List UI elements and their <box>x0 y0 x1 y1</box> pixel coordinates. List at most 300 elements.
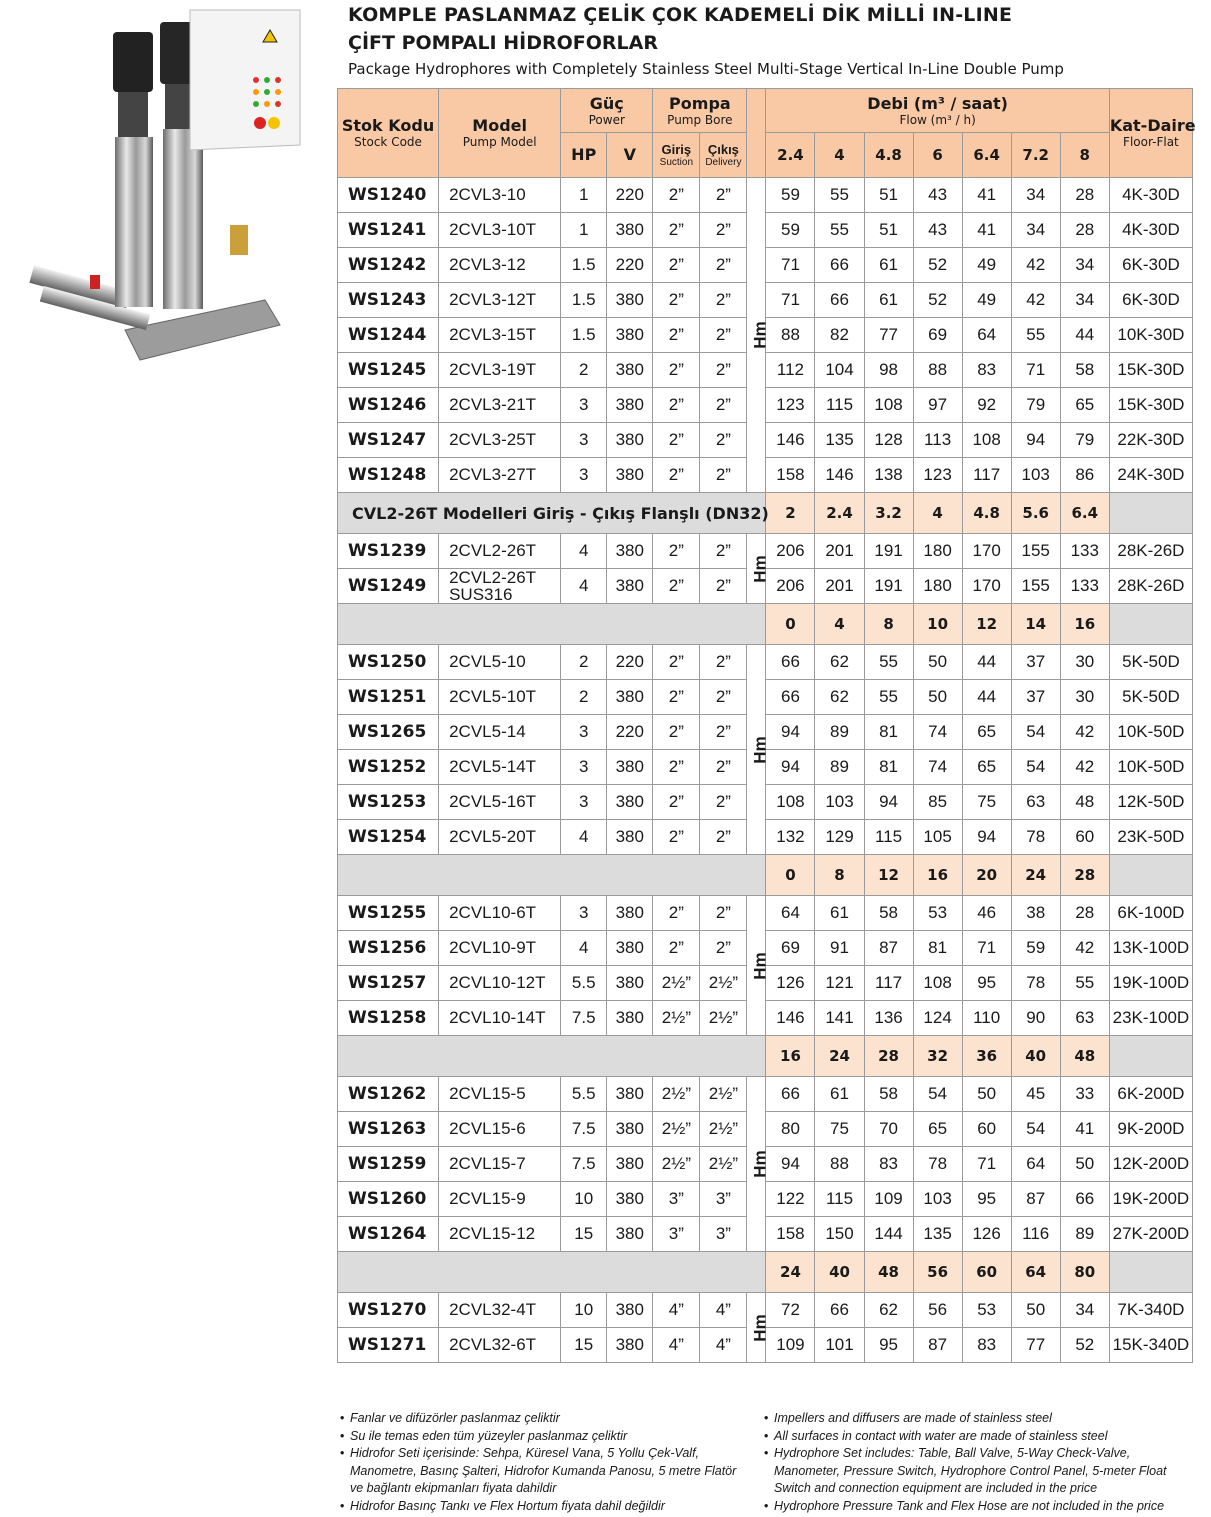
head-value: 65 <box>962 715 1011 750</box>
head-value: 170 <box>962 534 1011 569</box>
head-value: 138 <box>864 458 913 493</box>
head-value: 123 <box>766 388 815 423</box>
head-value: 75 <box>962 785 1011 820</box>
power-voltage: 380 <box>607 1112 653 1147</box>
suction-size: 2½” <box>653 1077 700 1112</box>
floor-flat: 9K-200D <box>1109 1112 1192 1147</box>
pump-model: 2CVL5-14T <box>439 750 561 785</box>
flow-separator-row <box>338 604 1193 645</box>
pump-model <box>439 569 561 604</box>
power-voltage: 380 <box>607 820 653 855</box>
head-value: 77 <box>864 318 913 353</box>
head-value: 117 <box>962 458 1011 493</box>
stock-code: WS1246 <box>338 388 439 423</box>
floor-flat: 6K-200D <box>1109 1077 1192 1112</box>
note-item: • Su ile temas eden tüm yüzeyler paslanmaz çeliktir <box>340 1428 740 1446</box>
pump-model: 2CVL15-9 <box>439 1182 561 1217</box>
power-voltage: 380 <box>607 896 653 931</box>
pump-model: 2CVL3-15T <box>439 318 561 353</box>
power-voltage: 220 <box>607 178 653 213</box>
stock-code: WS1239 <box>338 534 439 569</box>
head-value: 46 <box>962 896 1011 931</box>
suction-size: 2” <box>653 715 700 750</box>
head-value: 77 <box>1011 1328 1060 1363</box>
head-value: 45 <box>1011 1077 1060 1112</box>
suction-size: 2” <box>653 820 700 855</box>
head-value: 87 <box>864 931 913 966</box>
pump-model-line1: 2CVL2-26T <box>449 568 537 587</box>
floor-flat: 22K-30D <box>1109 423 1192 458</box>
head-value: 61 <box>864 283 913 318</box>
head-value: 79 <box>1011 388 1060 423</box>
separator-flow-value: 0 <box>766 604 815 645</box>
table-row <box>338 896 1193 931</box>
head-value: 44 <box>1060 318 1109 353</box>
floor-flat: 19K-200D <box>1109 1182 1192 1217</box>
head-value: 58 <box>1060 353 1109 388</box>
delivery-size: 2½” <box>700 1112 747 1147</box>
head-value: 132 <box>766 820 815 855</box>
separator-flow-value: 16 <box>1060 604 1109 645</box>
floor-flat: 27K-200D <box>1109 1217 1192 1252</box>
suction-size: 2” <box>653 645 700 680</box>
head-value: 28 <box>1060 896 1109 931</box>
table-row <box>338 1001 1193 1036</box>
head-value: 28 <box>1060 178 1109 213</box>
pump-model: 2CVL10-12T <box>439 966 561 1001</box>
separator-flow-value: 24 <box>766 1252 815 1293</box>
separator-flow-value: 36 <box>962 1036 1011 1077</box>
head-value: 55 <box>1060 966 1109 1001</box>
head-value: 121 <box>815 966 864 1001</box>
head-value: 180 <box>913 534 962 569</box>
suction-size: 2” <box>653 283 700 318</box>
table-row <box>338 213 1193 248</box>
power-hp: 4 <box>561 820 607 855</box>
stock-code: WS1250 <box>338 645 439 680</box>
delivery-size: 2” <box>700 248 747 283</box>
power-voltage: 380 <box>607 931 653 966</box>
power-hp: 7.5 <box>561 1147 607 1182</box>
separator-flow-value: 24 <box>815 1036 864 1077</box>
stock-code: WS1271 <box>338 1328 439 1363</box>
spec-table <box>337 88 1196 1363</box>
head-value: 191 <box>864 569 913 604</box>
note-item: • Hydrophore Pressure Tank and Flex Hose are not included in the price <box>764 1498 1194 1516</box>
head-unit-label <box>747 645 771 855</box>
head-value: 83 <box>962 1328 1011 1363</box>
floor-flat: 5K-50D <box>1109 680 1192 715</box>
separator-flow-value: 12 <box>864 855 913 896</box>
head-value: 63 <box>1060 1001 1109 1036</box>
separator-flow-value: 2.4 <box>815 493 864 534</box>
head-value: 116 <box>1011 1217 1060 1252</box>
head-value: 95 <box>962 966 1011 1001</box>
suction-size: 2” <box>653 680 700 715</box>
pump-model: 2CVL3-10T <box>439 213 561 248</box>
head-value: 108 <box>962 423 1011 458</box>
suction-size: 3” <box>653 1182 700 1217</box>
note-item: • Impellers and diffusers are made of stainless steel <box>764 1410 1194 1428</box>
header-pump-bore: Pompa Pump Bore <box>653 89 747 133</box>
power-hp: 3 <box>561 785 607 820</box>
head-value: 30 <box>1060 680 1109 715</box>
head-value: 55 <box>864 645 913 680</box>
suction-size: 4” <box>653 1293 700 1328</box>
head-value: 61 <box>815 896 864 931</box>
suction-size: 2½” <box>653 1147 700 1182</box>
power-hp: 7.5 <box>561 1112 607 1147</box>
power-hp: 7.5 <box>561 1001 607 1036</box>
head-value: 41 <box>962 213 1011 248</box>
table-row <box>338 534 1193 569</box>
floor-flat: 15K-30D <box>1109 353 1192 388</box>
pump-model: 2CVL3-12 <box>439 248 561 283</box>
head-value: 41 <box>1060 1112 1109 1147</box>
stock-code: WS1242 <box>338 248 439 283</box>
head-value: 51 <box>864 178 913 213</box>
head-unit-text: Hm <box>751 321 771 349</box>
suction-size: 2” <box>653 178 700 213</box>
head-value: 126 <box>962 1217 1011 1252</box>
table-row <box>338 248 1193 283</box>
head-value: 115 <box>815 388 864 423</box>
power-voltage: 380 <box>607 569 653 604</box>
separator-flow-value: 80 <box>1060 1252 1109 1293</box>
table-row <box>338 785 1193 820</box>
head-value: 191 <box>864 534 913 569</box>
suction-size: 2” <box>653 534 700 569</box>
head-unit-text: Hm <box>751 735 771 764</box>
stock-code: WS1256 <box>338 931 439 966</box>
separator-flow-value: 60 <box>962 1252 1011 1293</box>
power-hp: 1.5 <box>561 318 607 353</box>
head-value: 38 <box>1011 896 1060 931</box>
head-value: 64 <box>1011 1147 1060 1182</box>
separator-flow-value: 16 <box>766 1036 815 1077</box>
head-value: 43 <box>913 213 962 248</box>
head-value: 50 <box>1060 1147 1109 1182</box>
delivery-size: 2” <box>700 715 747 750</box>
power-voltage: 380 <box>607 534 653 569</box>
power-voltage: 380 <box>607 213 653 248</box>
head-value: 71 <box>1011 353 1060 388</box>
head-value: 63 <box>1011 785 1060 820</box>
head-value: 201 <box>815 534 864 569</box>
separator-flow-value: 28 <box>864 1036 913 1077</box>
head-value: 34 <box>1060 283 1109 318</box>
floor-flat: 12K-50D <box>1109 785 1192 820</box>
delivery-size: 2½” <box>700 966 747 1001</box>
pump-model: 2CVL3-10 <box>439 178 561 213</box>
delivery-size: 2” <box>700 785 747 820</box>
head-unit-text: Hm <box>751 951 771 980</box>
power-hp: 3 <box>561 715 607 750</box>
power-voltage: 220 <box>607 248 653 283</box>
head-value: 65 <box>913 1112 962 1147</box>
delivery-size: 2” <box>700 178 747 213</box>
delivery-size: 2” <box>700 750 747 785</box>
head-value: 49 <box>962 248 1011 283</box>
head-value: 94 <box>962 820 1011 855</box>
note-item: • Fanlar ve difüzörler paslanmaz çeliktir <box>340 1410 740 1428</box>
power-hp: 1.5 <box>561 248 607 283</box>
table-row <box>338 1112 1193 1147</box>
head-value: 74 <box>913 750 962 785</box>
stock-code: WS1243 <box>338 283 439 318</box>
floor-flat: 6K-30D <box>1109 283 1192 318</box>
head-value: 66 <box>766 645 815 680</box>
pump-model: 2CVL32-4T <box>439 1293 561 1328</box>
stock-code: WS1240 <box>338 178 439 213</box>
header-stock-code: Stok Kodu Stock Code <box>338 89 439 178</box>
head-value: 69 <box>913 318 962 353</box>
flow-separator-row <box>338 1252 1193 1293</box>
stock-code: WS1259 <box>338 1147 439 1182</box>
head-unit-label <box>747 1293 771 1363</box>
head-value: 71 <box>766 283 815 318</box>
head-value: 44 <box>962 645 1011 680</box>
header-v: V <box>607 133 653 178</box>
head-value: 133 <box>1060 534 1109 569</box>
delivery-size: 2” <box>700 353 747 388</box>
head-value: 64 <box>962 318 1011 353</box>
separator-flow-value: 8 <box>864 604 913 645</box>
table-row <box>338 1077 1193 1112</box>
header-power: Güç Power <box>561 89 653 133</box>
head-value: 103 <box>913 1182 962 1217</box>
table-row <box>338 388 1193 423</box>
head-value: 50 <box>913 645 962 680</box>
power-hp: 2 <box>561 680 607 715</box>
pump-model: 2CVL10-14T <box>439 1001 561 1036</box>
head-value: 54 <box>1011 750 1060 785</box>
suction-size: 2” <box>653 458 700 493</box>
floor-flat: 4K-30D <box>1109 213 1192 248</box>
header-flow-value: 4 <box>815 133 864 178</box>
head-value: 136 <box>864 1001 913 1036</box>
header-delivery: Çıkış Delivery <box>700 133 747 178</box>
head-value: 126 <box>766 966 815 1001</box>
header-flow-value: 7.2 <box>1011 133 1060 178</box>
delivery-size: 2½” <box>700 1147 747 1182</box>
separator-flow-value: 3.2 <box>864 493 913 534</box>
head-value: 128 <box>864 423 913 458</box>
power-hp: 15 <box>561 1328 607 1363</box>
stock-code: WS1254 <box>338 820 439 855</box>
head-value: 71 <box>962 931 1011 966</box>
head-unit-label <box>747 178 771 493</box>
head-value: 51 <box>864 213 913 248</box>
stock-code: WS1270 <box>338 1293 439 1328</box>
head-value: 62 <box>864 1293 913 1328</box>
head-value: 87 <box>1011 1182 1060 1217</box>
head-value: 55 <box>815 178 864 213</box>
head-value: 129 <box>815 820 864 855</box>
table-row <box>338 1217 1193 1252</box>
head-value: 86 <box>1060 458 1109 493</box>
head-value: 82 <box>815 318 864 353</box>
header-floor-flat: Kat-Daire Floor-Flat <box>1109 89 1192 178</box>
head-value: 78 <box>1011 820 1060 855</box>
header-flow-value: 6 <box>913 133 962 178</box>
head-value: 90 <box>1011 1001 1060 1036</box>
floor-flat: 10K-30D <box>1109 318 1192 353</box>
head-value: 34 <box>1011 178 1060 213</box>
pump-model: 2CVL15-12 <box>439 1217 561 1252</box>
pump-model: 2CVL3-25T <box>439 423 561 458</box>
stock-code: WS1251 <box>338 680 439 715</box>
head-value: 59 <box>1011 931 1060 966</box>
floor-flat: 5K-50D <box>1109 645 1192 680</box>
head-value: 81 <box>913 931 962 966</box>
separator-blank <box>1109 604 1192 645</box>
page-subtitle: Package Hydrophores with Completely Stainless Steel Multi-Stage Vertical In-Line Double Pump <box>348 60 1064 78</box>
suction-size: 2” <box>653 896 700 931</box>
head-value: 71 <box>766 248 815 283</box>
delivery-size: 2” <box>700 680 747 715</box>
header-model: Model Pump Model <box>439 89 561 178</box>
head-value: 88 <box>815 1147 864 1182</box>
head-value: 70 <box>864 1112 913 1147</box>
head-value: 59 <box>766 178 815 213</box>
power-voltage: 380 <box>607 353 653 388</box>
head-value: 133 <box>1060 569 1109 604</box>
floor-flat: 19K-100D <box>1109 966 1192 1001</box>
power-hp: 4 <box>561 569 607 604</box>
power-voltage: 380 <box>607 388 653 423</box>
table-row <box>338 353 1193 388</box>
note-item: • Hidrofor Seti içerisinde: Sehpa, Küresel Vana, 5 Yollu Çek-Valf, Manometre, Basınç Şalteri, Hidrofor Kumanda Panosu, 5 metre Flatör ve bağlantı ekipmanları fiyata dahildir <box>340 1445 740 1498</box>
separator-label <box>338 1036 766 1077</box>
head-value: 37 <box>1011 645 1060 680</box>
stock-code: WS1264 <box>338 1217 439 1252</box>
head-value: 44 <box>962 680 1011 715</box>
separator-flow-value: 6.4 <box>1060 493 1109 534</box>
page-title: KOMPLE PASLANMAZ ÇELİK ÇOK KADEMELİ DİK MİLLİ IN-LINE <box>348 4 1013 26</box>
head-value: 60 <box>962 1112 1011 1147</box>
separator-label <box>338 604 766 645</box>
floor-flat: 23K-100D <box>1109 1001 1192 1036</box>
stock-code: WS1249 <box>338 569 439 604</box>
delivery-size: 2” <box>700 318 747 353</box>
delivery-size: 2” <box>700 388 747 423</box>
stock-code: WS1255 <box>338 896 439 931</box>
power-hp: 15 <box>561 1217 607 1252</box>
delivery-size: 2” <box>700 569 747 604</box>
head-value: 89 <box>815 750 864 785</box>
power-voltage: 380 <box>607 1217 653 1252</box>
floor-flat: 10K-50D <box>1109 750 1192 785</box>
power-hp: 1 <box>561 213 607 248</box>
separator-flow-value: 4 <box>815 604 864 645</box>
separator-blank <box>1109 493 1192 534</box>
head-value: 206 <box>766 569 815 604</box>
head-value: 42 <box>1011 283 1060 318</box>
page-title-line2: ÇİFT POMPALI HİDROFORLAR <box>348 32 658 54</box>
head-value: 66 <box>815 283 864 318</box>
head-unit-text: Hm <box>751 1150 771 1178</box>
stock-code: WS1265 <box>338 715 439 750</box>
head-value: 48 <box>1060 785 1109 820</box>
power-hp: 1 <box>561 178 607 213</box>
separator-flow-value: 20 <box>962 855 1011 896</box>
power-voltage: 380 <box>607 423 653 458</box>
head-value: 81 <box>864 715 913 750</box>
delivery-size: 2½” <box>700 1077 747 1112</box>
suction-size: 2½” <box>653 966 700 1001</box>
floor-flat: 23K-50D <box>1109 820 1192 855</box>
floor-flat: 28K-26D <box>1109 569 1192 604</box>
head-value: 54 <box>1011 1112 1060 1147</box>
power-hp: 3 <box>561 896 607 931</box>
separator-flow-value: 48 <box>864 1252 913 1293</box>
head-unit-label <box>747 534 771 604</box>
head-value: 55 <box>815 213 864 248</box>
head-value: 124 <box>913 1001 962 1036</box>
head-value: 52 <box>913 248 962 283</box>
separator-flow-value: 40 <box>1011 1036 1060 1077</box>
head-value: 117 <box>864 966 913 1001</box>
head-unit-text: Hm <box>751 1313 771 1342</box>
stock-code: WS1252 <box>338 750 439 785</box>
head-value: 103 <box>815 785 864 820</box>
suction-size: 2” <box>653 213 700 248</box>
delivery-size: 2½” <box>700 1001 747 1036</box>
head-value: 71 <box>962 1147 1011 1182</box>
head-value: 206 <box>766 534 815 569</box>
stock-code: WS1260 <box>338 1182 439 1217</box>
separator-flow-value: 5.6 <box>1011 493 1060 534</box>
head-value: 30 <box>1060 645 1109 680</box>
separator-label: CVL2-26T Modelleri Giriş - Çıkış Flanşlı (DN32) <box>338 493 766 534</box>
head-value: 54 <box>913 1077 962 1112</box>
head-value: 101 <box>815 1328 864 1363</box>
floor-flat: 13K-100D <box>1109 931 1192 966</box>
head-unit-label <box>747 896 771 1036</box>
head-value: 43 <box>913 178 962 213</box>
pump-model: 2CVL5-20T <box>439 820 561 855</box>
head-value: 54 <box>1011 715 1060 750</box>
head-value: 42 <box>1060 715 1109 750</box>
head-value: 66 <box>766 1077 815 1112</box>
head-value: 92 <box>962 388 1011 423</box>
table-row <box>338 820 1193 855</box>
head-value: 81 <box>864 750 913 785</box>
header-suction: Giriş Suction <box>653 133 700 178</box>
head-value: 50 <box>962 1077 1011 1112</box>
head-value: 88 <box>913 353 962 388</box>
stock-code: WS1253 <box>338 785 439 820</box>
head-value: 97 <box>913 388 962 423</box>
power-voltage: 220 <box>607 645 653 680</box>
floor-flat: 28K-26D <box>1109 534 1192 569</box>
separator-flow-value: 16 <box>913 855 962 896</box>
head-value: 94 <box>766 750 815 785</box>
power-voltage: 380 <box>607 1001 653 1036</box>
head-value: 52 <box>1060 1328 1109 1363</box>
table-row <box>338 680 1193 715</box>
floor-flat: 4K-30D <box>1109 178 1192 213</box>
header-flow: Debi (m³ / saat) Flow (m³ / h) <box>766 89 1109 133</box>
power-hp: 3 <box>561 458 607 493</box>
floor-flat: 7K-340D <box>1109 1293 1192 1328</box>
head-value: 135 <box>913 1217 962 1252</box>
head-value: 112 <box>766 353 815 388</box>
power-voltage: 380 <box>607 966 653 1001</box>
head-value: 62 <box>815 680 864 715</box>
head-value: 34 <box>1011 213 1060 248</box>
